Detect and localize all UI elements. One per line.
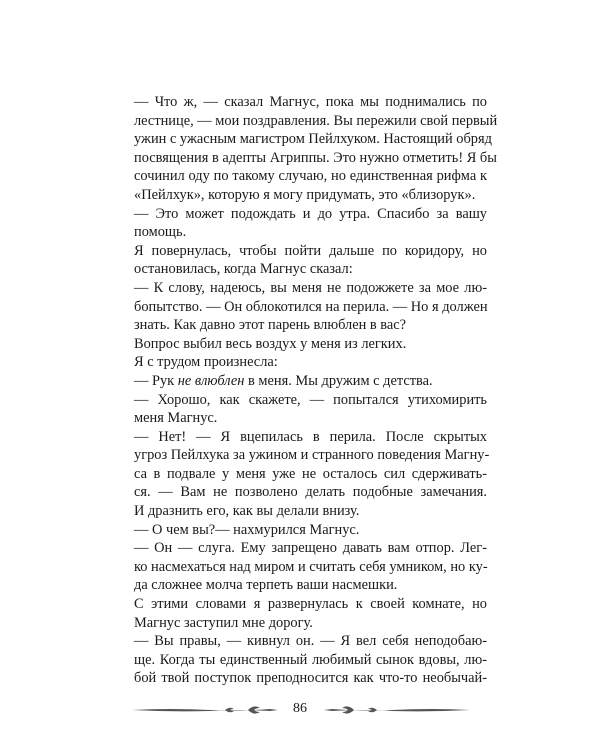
text-line: «Пейлхук», которую я могу придумать, это «близорук».	[134, 186, 476, 203]
paragraph	[117, 521, 487, 540]
text-line: — Рук не влюблен в меня. Мы дружим с детства.	[134, 372, 433, 389]
paragraph	[117, 428, 490, 521]
text-line: меня Магнус.	[134, 410, 218, 427]
text-line: ся. — Вам не позволено делать подобные замечания.	[134, 484, 487, 501]
page-number: 86	[293, 701, 307, 716]
text-line: угроз Пейлхука за ужином и странного поведения Магну-	[134, 447, 490, 464]
text-line: — К слову, надеюсь, вы меня не подожжете за мое лю-	[134, 279, 487, 296]
text-line: посвящения в адепты Агриппы. Это нужно отметить! Я бы	[134, 149, 497, 166]
text-line: Я повернулась, чтобы пойти дальше по коридору, но	[134, 242, 487, 259]
page-footer	[0, 700, 600, 720]
text-line: Я с трудом произнесла:	[134, 354, 278, 371]
paragraph	[117, 632, 487, 688]
paragraph	[117, 93, 498, 205]
paragraph	[117, 205, 487, 242]
text-line: — Что ж, — сказал Магнус, пока мы поднимались по	[134, 94, 487, 110]
text-line: — Хорошо, как скажете, — попытался утихомирить	[134, 391, 487, 408]
text-line: — Нет! — Я вцепилась в перила. После скрытых	[134, 428, 487, 445]
text-line: — О чем вы?— нахмурился Магнус.	[134, 521, 360, 538]
text-line: — Это может подождать и до утра. Спасибо за вашу	[134, 205, 487, 222]
body-text	[117, 93, 498, 688]
text-line: да сложнее молча терпеть ваши насмешки.	[134, 577, 398, 594]
text-line: — Вы правы, — кивнул он. — Я вел себя неподобаю-	[134, 633, 487, 650]
text-line: са в подвале у меня уже не осталось сил сдерживать-	[134, 465, 487, 482]
paragraph	[117, 391, 487, 428]
text-line: лестнице, — мои поздравления. Вы пережили свой первый	[134, 112, 498, 129]
paragraph	[117, 372, 487, 391]
text-line: И дразнить его, как вы делали внизу.	[134, 503, 360, 520]
text-line: ужин с ужасным магистром Пейлхуком. Настоящий обряд	[134, 131, 492, 148]
text-line: ко насмехаться над миром и считать себя умником, но ку-	[134, 558, 488, 575]
text-line: бой твой поступок преподносится как что-то необычай-	[134, 670, 487, 687]
text-line: сочинил оду по такому случаю, но единственная рифма к	[134, 168, 487, 185]
left-ornament-icon	[130, 703, 280, 717]
paragraph	[117, 353, 487, 372]
text-line: ще. Когда ты единственный любимый сынок вдовы, лю-	[134, 651, 487, 668]
text-line: — Он — слуга. Ему запрещено давать вам отпор. Лег-	[134, 540, 487, 557]
text-line: Магнус заступил мне дорогу.	[134, 614, 313, 631]
text-line: остановилась, когда Магнус сказал:	[134, 261, 353, 278]
paragraph	[117, 242, 487, 279]
text-line: знать. Как давно этот парень влюблен в вас?	[134, 317, 407, 334]
text-line: С этими словами я развернулась к своей комнате, но	[134, 596, 487, 613]
text-line: Вопрос выбил весь воздух у меня из легких.	[134, 335, 407, 352]
italic-emphasis: не влюблен	[177, 372, 245, 389]
paragraph	[117, 335, 487, 354]
text-line: помощь.	[134, 224, 187, 241]
text-line: бопытство. — Он облокотился на перила. — Но я должен	[134, 298, 488, 315]
right-ornament-icon	[322, 703, 472, 717]
paragraph	[117, 539, 487, 595]
paragraph	[117, 279, 487, 335]
paragraph	[117, 595, 487, 632]
